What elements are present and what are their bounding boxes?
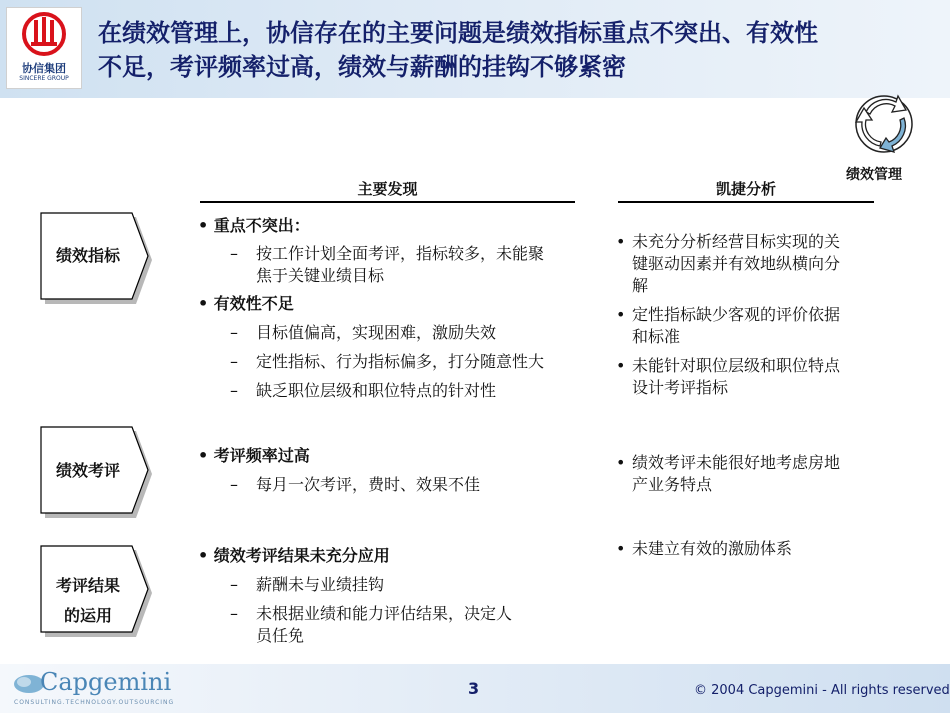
dash-marker: – [230, 381, 238, 400]
dash-marker: – [230, 323, 238, 342]
analysis-line: 产业务特点 [632, 475, 713, 494]
analysis-line: 设计考评指标 [632, 378, 729, 397]
finding-head-text: 绩效考评结果未充分应用 [213, 546, 390, 565]
analysis-line: 未能针对职位层级和职位特点 [632, 356, 841, 375]
finding-head [198, 292, 294, 315]
analysis-bullet-dot: • [616, 232, 626, 251]
column-analysis-header: 凯捷分析 [715, 180, 776, 198]
finding-sub-text: 每月一次考评，费时、效果不佳 [256, 475, 481, 494]
analysis-bullet-dot: • [616, 539, 626, 558]
dash-marker: – [230, 604, 238, 623]
finding-head-text: 考评频率过高 [213, 446, 310, 465]
column-analysis-rule [618, 201, 874, 203]
row-tag-label: 绩效指标 [55, 246, 120, 265]
cycle-label: 绩效管理 [846, 167, 902, 183]
finding-sub-text: 目标值偏高，实现困难，激励失效 [256, 323, 497, 342]
bullet-dot: • [198, 294, 214, 313]
logo-emblem-icon [7, 8, 81, 60]
finding-head [198, 214, 310, 237]
analysis-bullet-dot: • [616, 305, 626, 324]
finding-sub-text: 未根据业绩和能力评估结果，决定人 [256, 604, 513, 623]
page-title [98, 16, 918, 84]
bullet-dot: • [198, 446, 214, 465]
finding-sub-text: 薪酬未与业绩挂钩 [256, 575, 385, 594]
cycle-arrows-icon [852, 92, 916, 156]
finding-sub-text: 焦于关键业绩目标 [256, 266, 385, 285]
analysis-line: 定性指标缺少客观的评价依据 [632, 305, 841, 324]
finding-sub-text: 定性指标、行为指标偏多，打分随意性大 [256, 352, 545, 371]
analysis-line: 键驱动因素并有效地纵横向分 [632, 254, 841, 273]
dash-marker: – [230, 475, 238, 494]
row-tag-label-line-2: 的运用 [63, 606, 112, 625]
row-tag-appraisal [40, 426, 152, 506]
dash-marker: – [230, 575, 238, 594]
row-tag-label-line-1: 考评结果 [55, 576, 120, 595]
company-logo [6, 7, 82, 89]
analysis-line: 和标准 [632, 327, 681, 346]
finding-sub-text: 员任免 [256, 626, 305, 645]
finding-head-text: 有效性不足 [213, 294, 294, 313]
column-findings-header: 主要发现 [357, 180, 418, 198]
row-tag-results [40, 545, 152, 625]
row-tag-indicators [40, 212, 152, 292]
logo-text-en: SINCERE GROUP [19, 75, 69, 82]
finding-sub-text: 按工作计划全面考评，指标较多，未能聚 [256, 244, 545, 263]
analysis-bullet-dot: • [616, 453, 626, 472]
bullet-dot: • [198, 216, 214, 235]
analysis-bullet-dot: • [616, 356, 626, 375]
finding-head [198, 444, 310, 467]
row-tag-label: 绩效考评 [55, 461, 120, 480]
analysis-line: 未建立有效的激励体系 [632, 539, 793, 558]
dash-marker: – [230, 244, 238, 263]
bullet-dot: • [198, 546, 214, 565]
title-line-2: 不足，考评频率过高，绩效与薪酬的挂钩不够紧密 [98, 53, 626, 81]
finding-head [198, 544, 390, 567]
column-findings-rule [200, 201, 575, 203]
finding-sub-text: 缺乏职位层级和职位特点的针对性 [256, 381, 497, 400]
finding-sub [230, 242, 238, 265]
finding-head-text: 重点不突出： [213, 216, 310, 235]
title-line-1: 在绩效管理上，协信存在的主要问题是绩效指标重点不突出、有效性 [98, 19, 818, 47]
page-number: 3 [468, 679, 480, 698]
logo-text-cn: 协信集团 [22, 62, 66, 75]
footer-brand: Capgemini [40, 668, 172, 696]
footer-brand-tagline: CONSULTING.TECHNOLOGY.OUTSOURCING [14, 699, 175, 706]
analysis-line: 未充分分析经营目标实现的关 [632, 232, 841, 251]
footer-copyright: © 2004 Capgemini - All rights reserved [694, 683, 950, 698]
analysis-line: 解 [632, 276, 649, 295]
analysis-line: 绩效考评未能很好地考虑房地 [632, 453, 841, 472]
dash-marker: – [230, 352, 238, 371]
